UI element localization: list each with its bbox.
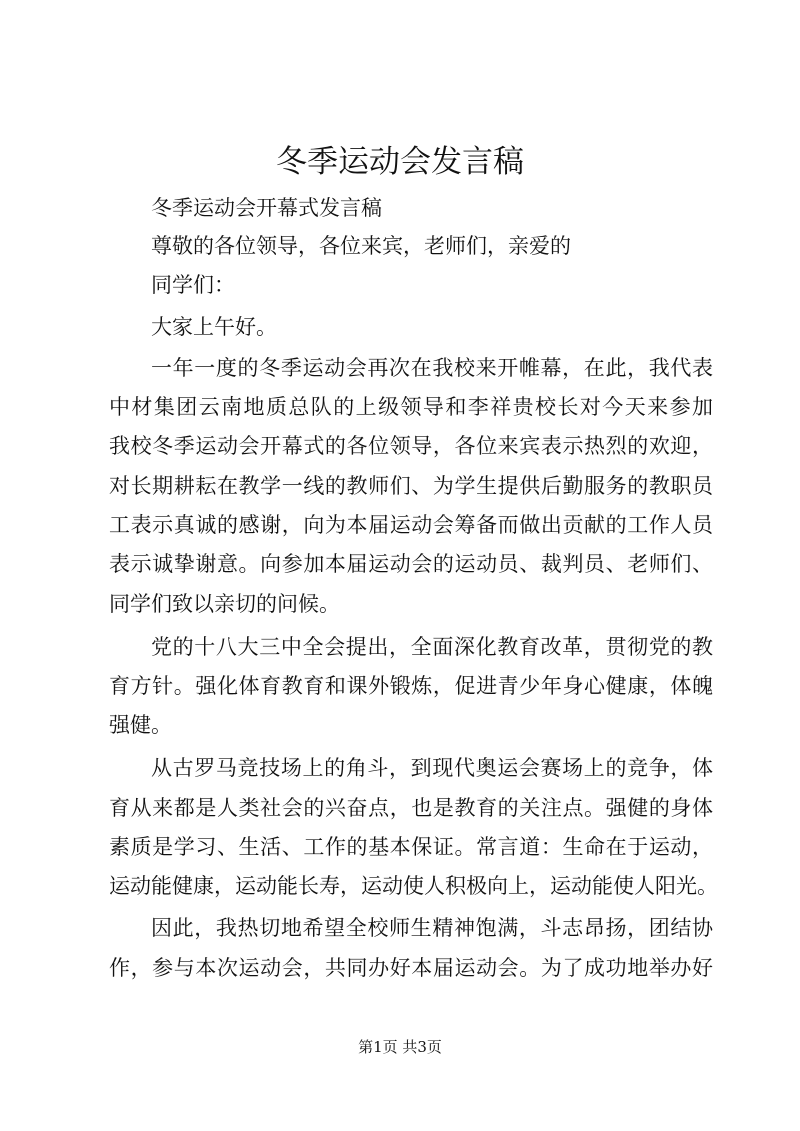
paragraph-line: 育方针。强化体育教育和课外锻炼，促进青少年身心健康，体魄: [109, 674, 713, 698]
paragraph-line: 运动能健康，运动能长寿，运动使人积极向上，运动能使人阳光。: [109, 874, 718, 898]
paragraph-line: 素质是学习、生活、工作的基本保证。常言道：生命在于运动，: [109, 835, 713, 859]
greeting-line: 大家上午好。: [151, 315, 277, 339]
salutation-line: 尊敬的各位领导，各位来宾，老师们，亲爱的: [151, 234, 571, 258]
paragraph-line: 从古罗马竞技场上的角斗，到现代奥运会赛场上的竞争，体: [151, 756, 713, 780]
page-footer: 第1页 共3页: [358, 1038, 442, 1056]
paragraph-line: 因此，我热切地希望全校师生精神饱满，斗志昂扬，团结协: [151, 916, 713, 940]
paragraph-line: 作，参与本次运动会，共同办好本届运动会。为了成功地举办好: [109, 956, 713, 980]
paragraph-line: 我校冬季运动会开幕式的各位领导，各位来宾表示热烈的欢迎，: [109, 434, 713, 458]
paragraph-line: 强健。: [109, 713, 172, 737]
paragraph-line: 工表示真诚的感谢，向为本届运动会筹备而做出贡献的工作人员: [109, 513, 713, 537]
page-title: 冬季运动会发言稿: [276, 144, 524, 180]
paragraph-line: 表示诚挚谢意。向参加本届运动会的运动员、裁判员、老师们、: [109, 552, 713, 576]
paragraph-line: 一年一度的冬季运动会再次在我校来开帷幕，在此，我代表: [151, 356, 713, 380]
paragraph-line: 中材集团云南地质总队的上级领导和李祥贵校长对今天来参加: [109, 395, 713, 419]
salutation-line: 同学们：: [151, 273, 235, 297]
paragraph-line: 同学们致以亲切的问候。: [109, 592, 340, 616]
paragraph-line: 党的十八大三中全会提出，全面深化教育改革，贯彻党的教: [151, 635, 713, 659]
paragraph-line: 育从来都是人类社会的兴奋点，也是教育的关注点。强健的身体: [109, 796, 713, 820]
paragraph-line: 对长期耕耘在教学一线的教师们、为学生提供后勤服务的教职员: [109, 474, 713, 498]
subtitle-line: 冬季运动会开幕式发言稿: [151, 196, 382, 220]
